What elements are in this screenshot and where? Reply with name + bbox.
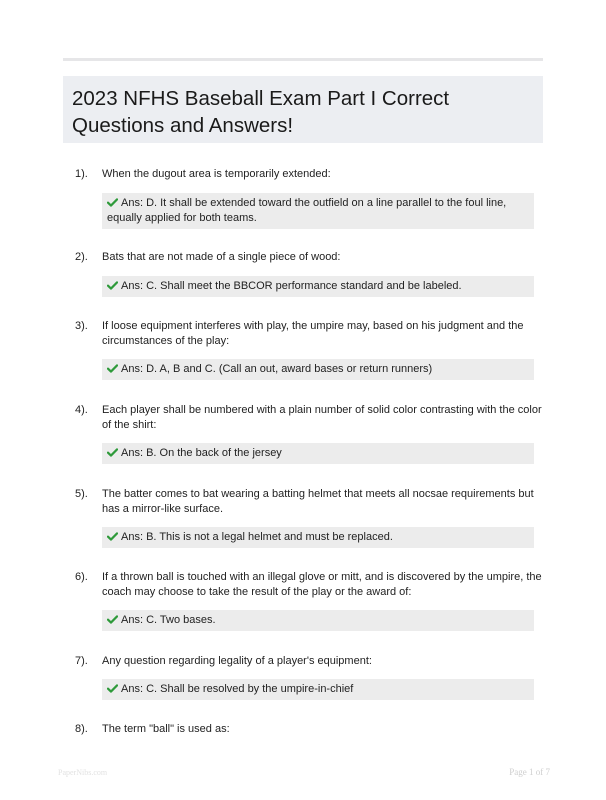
checkmark-icon — [107, 281, 118, 290]
answer-box — [102, 610, 534, 631]
checkmark-icon — [107, 198, 118, 207]
question-number: 5). — [75, 488, 88, 500]
answer-box — [102, 527, 534, 548]
checkmark-icon — [107, 364, 118, 373]
question-text: Each player shall be numbered with a plain number of solid color contrasting with the color of the shirt: — [102, 404, 542, 431]
answer-text: Ans: C. Shall meet the BBCOR performance standard and be labeled. — [121, 280, 462, 292]
question-text: If loose equipment interferes with play, the umpire may, based on his judgment and the circumstances of the play: — [102, 320, 524, 347]
question-number: 4). — [75, 404, 88, 416]
answer-text: Ans: D. A, B and C. (Call an out, award bases or return runners) — [121, 363, 433, 375]
answer-text: Ans: B. This is not a legal helmet and must be replaced. — [121, 531, 393, 543]
checkmark-icon — [107, 615, 118, 624]
document-title: 2023 NFHS Baseball Exam Part I Correct Questions and Answers! — [72, 87, 450, 137]
question-text: If a thrown ball is touched with an illegal glove or mitt, and is discovered by the umpire, the coach may choose to take the result of the play or the award of: — [102, 571, 542, 598]
question-text: The term "ball" is used as: — [102, 723, 230, 735]
question-text: The batter comes to bat wearing a batting helmet that meets all nocsae requirements but has a mirror-like surface. — [102, 488, 534, 515]
checkmark-icon — [107, 448, 118, 457]
answer-box — [102, 193, 534, 229]
page-indicator: Page 1 of 7 — [509, 767, 550, 777]
answer-box — [102, 443, 534, 464]
answer-box — [102, 276, 534, 297]
question-text: When the dugout area is temporarily extended: — [102, 168, 331, 180]
answer-box — [102, 679, 534, 700]
answer-box — [102, 359, 534, 380]
question-number: 2). — [75, 251, 88, 263]
question-number: 6). — [75, 571, 88, 583]
answer-text: Ans: C. Shall be resolved by the umpire-in-chief — [121, 683, 354, 695]
footer-watermark: PaperNibs.com — [58, 768, 108, 777]
question-text: Any question regarding legality of a player's equipment: — [102, 655, 372, 667]
answer-text: Ans: C. Two bases. — [121, 614, 216, 626]
question-text: Bats that are not made of a single piece of wood: — [102, 251, 341, 263]
answer-text: Ans: B. On the back of the jersey — [121, 447, 282, 459]
question-number: 3). — [75, 320, 88, 332]
title-block — [63, 76, 543, 143]
question-number: 8). — [75, 723, 88, 735]
answer-text: Ans: D. It shall be extended toward the outfield on a line parallel to the foul line, equally applied for both teams. — [107, 197, 507, 224]
question-number: 1). — [75, 168, 88, 180]
checkmark-icon — [107, 684, 118, 693]
top-divider — [63, 58, 543, 61]
question-number: 7). — [75, 655, 88, 667]
checkmark-icon — [107, 532, 118, 541]
